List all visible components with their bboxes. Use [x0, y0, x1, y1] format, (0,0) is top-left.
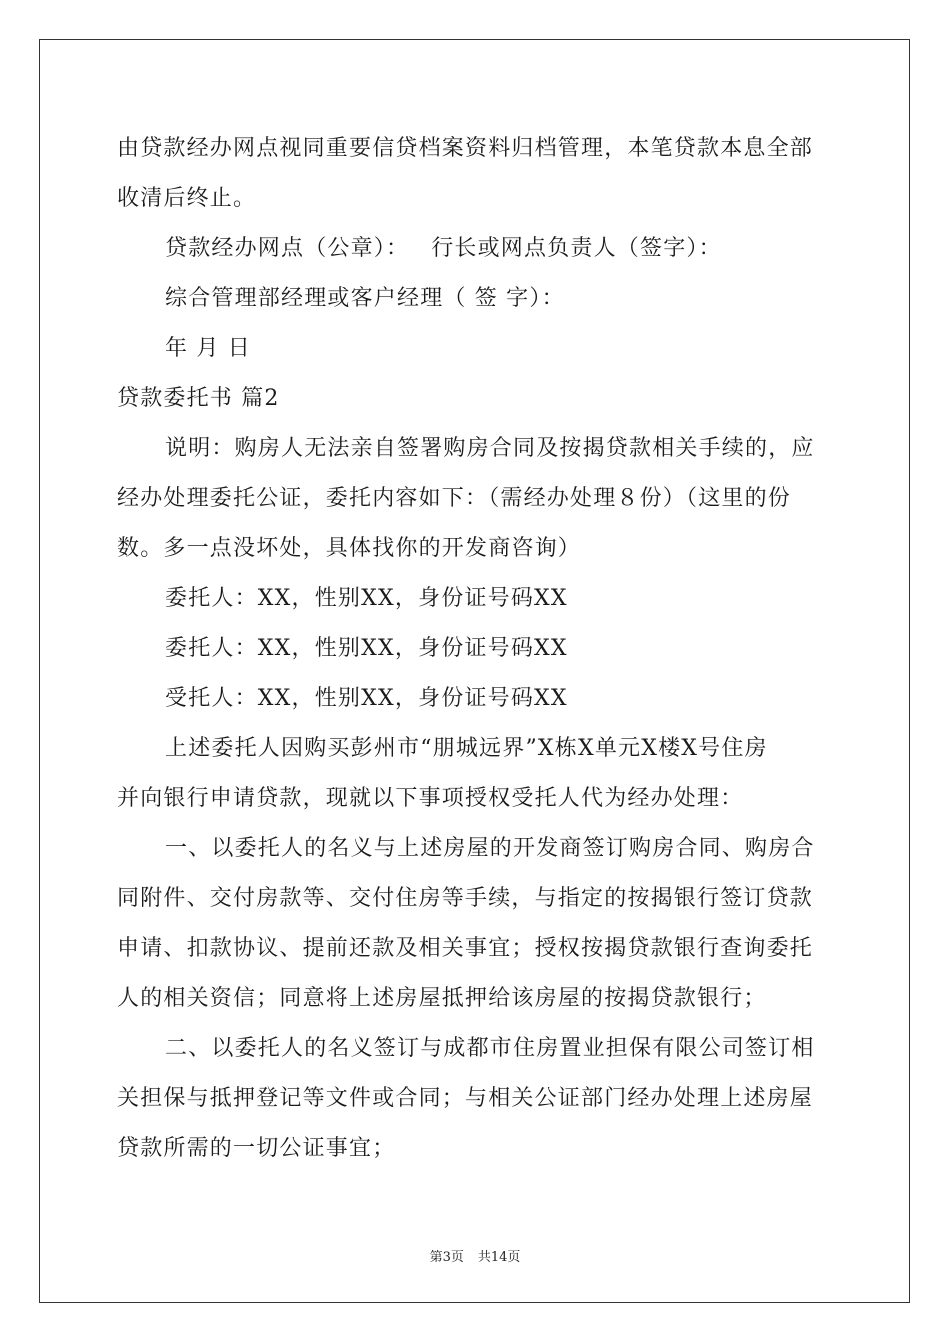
page-footer [0, 1246, 950, 1265]
branch-seal-label: 贷款经办网点（公章）： [165, 236, 410, 261]
paragraph-line: 收清后终止。 [117, 186, 257, 211]
paragraph-line: 由贷款经办网点视同重要信贷档案资料归档管理，本笔贷款本息全部 [117, 136, 814, 161]
manager-signature-label: 行长或网点负责人（签字）： [431, 236, 722, 261]
party-line: 受托人：XX，性别XX，身份证号码XX [165, 686, 568, 711]
paragraph-line: 一、以委托人的名义与上述房屋的开发商签订购房合同、购房合 [165, 836, 815, 861]
paragraph-line: 贷款所需的一切公证事宜； [117, 1136, 396, 1161]
paragraph-line: 同附件、交付房款等、交付住房等手续，与指定的按揭银行签订贷款 [117, 886, 814, 911]
paragraph-line: 二、以委托人的名义签订与成都市住房置业担保有限公司签订相 [165, 1036, 815, 1061]
page-total: 共14页 [477, 1250, 521, 1265]
page-number: 第3页 [429, 1250, 464, 1265]
paragraph-line: 关担保与抵押登记等文件或合同；与相关公证部门经办处理上述房屋 [117, 1086, 814, 1111]
party-line: 委托人：XX，性别XX，身份证号码XX [165, 586, 568, 611]
date-line: 年 月 日 [165, 336, 251, 361]
document-body [117, 124, 837, 1174]
section-heading: 贷款委托书 篇2 [117, 386, 280, 411]
signature-line [117, 224, 837, 274]
paragraph-line: 人的相关资信；同意将上述房屋抵押给该房屋的按揭贷款银行； [117, 986, 767, 1011]
paragraph-line: 申请、扣款协议、提前还款及相关事宜；授权按揭贷款银行查询委托 [117, 936, 814, 961]
signature-line: 综合管理部经理或客户经理（ 签 字）： [165, 286, 565, 311]
paragraph-line: 并向银行申请贷款，现就以下事项授权受托人代为经办处理： [117, 786, 744, 811]
paragraph-line: 经办处理委托公证，委托内容如下：（需经办处理８份）（这里的份 [117, 486, 792, 511]
paragraph-line: 说明：购房人无法亲自签署购房合同及按揭贷款相关手续的，应 [165, 436, 815, 461]
paragraph-line: 上述委托人因购买彭州市“朋城远界”X栋X单元X楼X号住房 [165, 736, 768, 761]
paragraph-line: 数。多一点没坏处，具体找你的开发商咨询） [117, 536, 582, 561]
party-line: 委托人：XX，性别XX，身份证号码XX [165, 636, 568, 661]
